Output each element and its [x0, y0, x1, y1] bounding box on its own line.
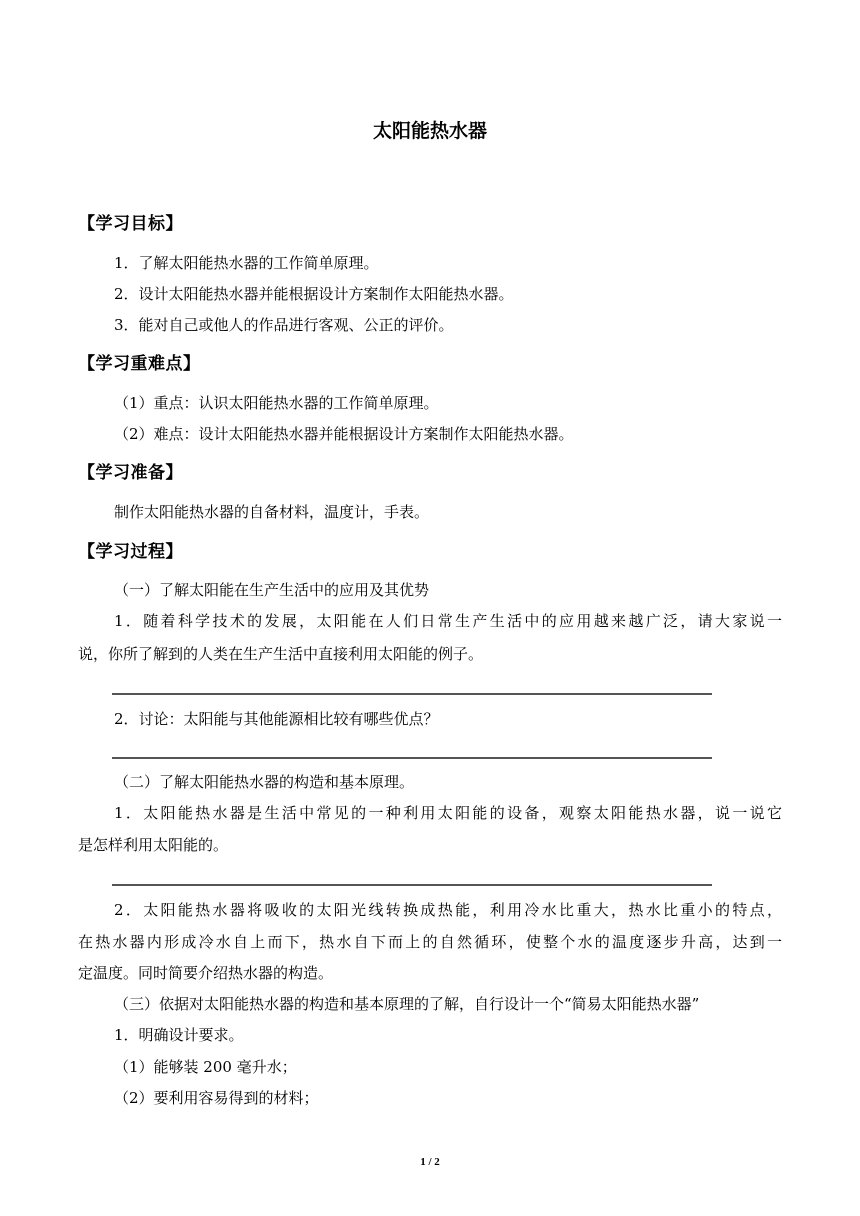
part2-title: （二）了解太阳能热水器的构造和基本原理。 [114, 773, 415, 791]
key-point-1: （1）重点：认识太阳能热水器的工作简单原理。 [114, 394, 439, 412]
part2-q1-line2: 是怎样利用太阳能的。 [78, 836, 229, 854]
part2-p2-line1: 2．太阳能热水器将吸收的太阳光线转换成热能，利用冷水比重大，热水比重小的特点， [114, 901, 782, 919]
heading-preparation: 【学习准备】 [78, 463, 183, 483]
part3-item-1: 1．明确设计要求。 [114, 1026, 244, 1044]
key-point-2: （2）难点：设计太阳能热水器并能根据设计方案制作太阳能热水器。 [114, 425, 574, 443]
document-title: 太阳能热水器 [372, 120, 487, 142]
page-number: 1 / 2 [420, 1156, 440, 1168]
preparation-text: 制作太阳能热水器的自备材料，温度计，手表。 [114, 503, 430, 521]
answer-line-2 [112, 757, 712, 759]
answer-line-1 [112, 693, 712, 695]
part3-title: （三）依据对太阳能热水器的构造和基本原理的了解，自行设计一个“简易太阳能热水器” [114, 995, 700, 1013]
part1-q1-line2: 说，你所了解到的人类在生产生活中直接利用太阳能的例子。 [78, 645, 484, 663]
part3-requirement-2: （2）要利用容易得到的材料； [114, 1089, 319, 1107]
part1-title: （一）了解太阳能在生产生活中的应用及其优势 [114, 581, 430, 599]
part1-q2: 2．讨论：太阳能与其他能源相比较有哪些优点？ [114, 710, 439, 728]
part2-p2-line2: 在热水器内形成冷水自上而下，热水自下而上的自然循环，使整个水的温度逐步升高，达到一 [78, 933, 782, 951]
goal-item-1: 1．了解太阳能热水器的工作简单原理。 [114, 254, 379, 272]
part1-q1-line1: 1．随着科学技术的发展，太阳能在人们日常生产生活中的应用越来越广泛，请大家说一 [114, 612, 782, 630]
part2-p2-line3: 定温度。同时简要介绍热水器的构造。 [78, 964, 334, 982]
goal-item-3: 3．能对自己或他人的作品进行客观、公正的评价。 [114, 316, 454, 334]
answer-line-3 [112, 884, 712, 886]
part3-requirement-1: （1）能够装 200 毫升水； [114, 1058, 297, 1076]
heading-learning-goals: 【学习目标】 [78, 214, 183, 234]
heading-key-points: 【学习重难点】 [78, 354, 201, 374]
heading-process: 【学习过程】 [78, 542, 183, 562]
part2-q1-line1: 1．太阳能热水器是生活中常见的一种利用太阳能的设备，观察太阳能热水器，说一说它 [114, 804, 782, 822]
goal-item-2: 2．设计太阳能热水器并能根据设计方案制作太阳能热水器。 [114, 285, 514, 303]
